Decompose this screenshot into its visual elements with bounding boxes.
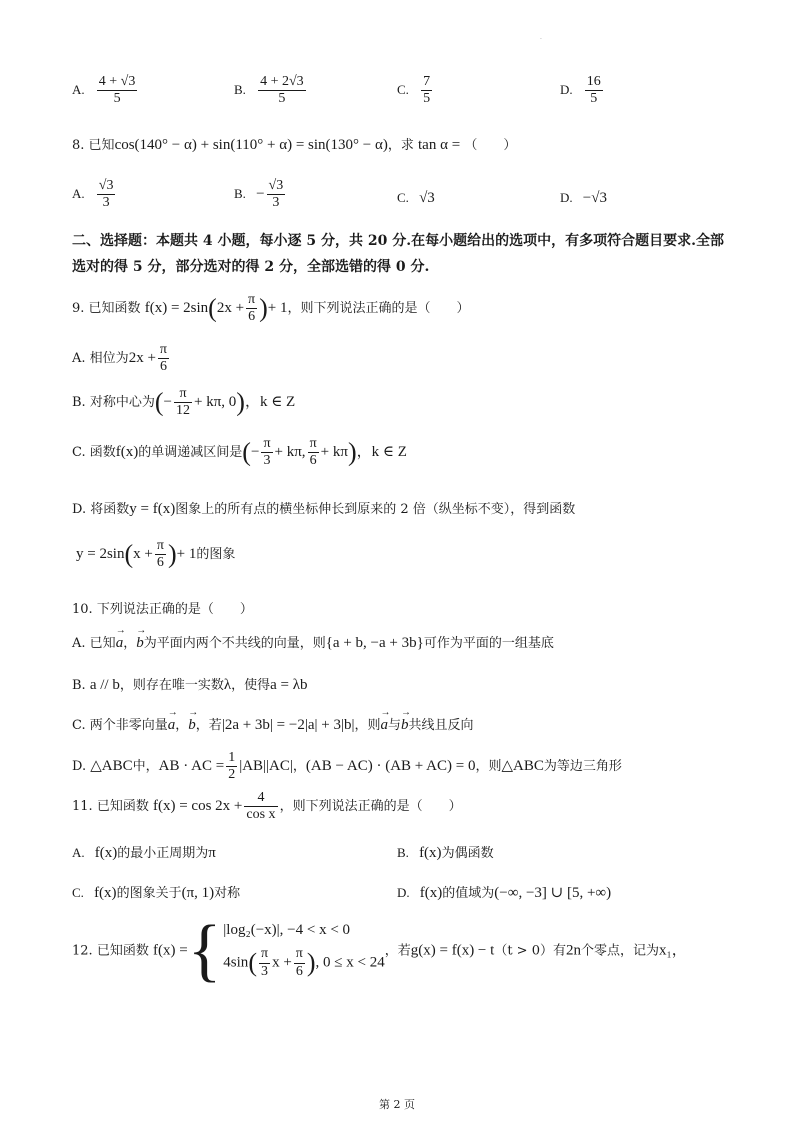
- q7-option-d: [560, 74, 605, 107]
- fraction: $\frac{1}{2}$: [228, 750, 236, 783]
- option-label: C.: [397, 82, 409, 98]
- fraction: $\frac{\pi}{6}$: [156, 538, 164, 571]
- q9-option-a: A. 相位为2x + $\frac{\pi}{6}$: [72, 342, 167, 375]
- section-heading: 二、选择题：本题共 4 小题，每小逐 5 分，共 20 分.在每小题给出的选项中，有多项符合题目要求.全部选对的得 5 分，部分选对的得 2 分，全部选错的得 0 分.: [72, 233, 724, 275]
- q8-option-b: B. − $\frac{√3}{3}$: [234, 178, 284, 211]
- brace: {: [187, 912, 222, 989]
- q11-option-d: D. f(x)的值域为(−∞, −3] ∪ [5, +∞): [397, 885, 612, 901]
- fraction: $\frac{\pi}{3}$: [263, 436, 271, 469]
- q7-option-b: [234, 74, 308, 107]
- q10-option-c: C. 两个非零向量→ a，→ b，若|2a + 3b| = −2|a| + 3|b|，则→ a与→ b共线且反向: [72, 714, 474, 734]
- fraction: $\frac{4}{\text{cos x}}$: [246, 790, 276, 823]
- equation: cos(140° − α) + sin(110° + α) = sin(130° − α): [114, 137, 388, 153]
- q12-stem: 12. 已知函数 f(x) ={ |log₂(−x)|, −4 < x < 0 4sin( $\frac{\pi}{3}$ x + $\frac{\pi}{6}$ ), 0 ≤ x < 24 ，若g(x) = f(x) − t（t > 0）有2n个零点，记为x₁，: [72, 912, 687, 989]
- q8-option-a: A. $\frac{√3}{3}$: [72, 178, 114, 211]
- fraction: $\frac{4 + 2√3}{5}$: [260, 74, 304, 107]
- q9-option-d: D. 将函数y = f(x)图象上的所有点的横坐标伸长到原来的 2 倍（纵坐标不变），得到函数: [72, 501, 576, 517]
- fraction: $\frac{\pi}{12}$: [175, 386, 190, 419]
- fraction: $\frac{\pi}{6}$: [248, 292, 256, 325]
- fraction: $\frac{4 + √3}{5}$: [98, 74, 136, 107]
- option-label: A.: [72, 82, 85, 98]
- q9-option-d-line2: y = 2sin(x + $\frac{\pi}{6}$ )+ 1的图象: [76, 538, 236, 571]
- piecewise-function: |log₂(−x)|, −4 < x < 0 4sin( $\frac{\pi}{3}$ x + $\frac{\pi}{6}$ ), 0 ≤ x < 24: [223, 922, 385, 979]
- q9-option-c: C. 函数f(x)的单调递减区间是(− $\frac{\pi}{3}$ + kπ, $\frac{\pi}{6}$ + kπ)，k ∈ Z: [72, 436, 407, 469]
- q7-option-c: [397, 74, 434, 107]
- fraction: $\frac{\pi}{6}$: [295, 946, 303, 979]
- q8-stem: 8. 已知cos(140° − α) + sin(110° + α) = sin(130° − α)，求 tan α = （ ）: [72, 137, 517, 153]
- q9-option-b: B. 对称中心为(− $\frac{\pi}{12}$ + kπ, 0)，k ∈ Z: [72, 386, 296, 419]
- q10-stem: 10. 下列说法正确的是（ ）: [72, 602, 253, 617]
- option-label: D.: [560, 82, 573, 98]
- fraction: $\frac{7}{5}$: [423, 74, 431, 107]
- q10-option-a: A. 已知→ a，→ b为平面内两个不共线的向量，则{a + b, −a + 3b}可作为平面的一组基底: [72, 632, 554, 652]
- q8-option-c: C. √3: [397, 190, 435, 206]
- corner-mark: .: [540, 34, 542, 41]
- q10-option-d: D. △ABC中，AB · AC = $\frac{1}{2}$ |AB||AC|，(AB − AC) · (AB + AC) = 0，则△ABC为等边三角形: [72, 750, 622, 783]
- q10-option-b: B. a // b，则存在唯一实数λ，使得a = λb: [72, 677, 308, 693]
- fraction: $\frac{\pi}{6}$: [309, 436, 317, 469]
- fraction: $\frac{16}{5}$: [586, 74, 601, 107]
- q9-stem: 9. 已知函数 f(x) = 2sin(2x + $\frac{\pi}{6}$ )+ 1，则下列说法正确的是（ ）: [72, 292, 470, 325]
- q11-option-a: A. f(x)的最小正周期为π: [72, 845, 216, 861]
- q8-option-d: D. −√3: [560, 190, 607, 206]
- fraction: $\frac{√3}{3}$: [268, 178, 284, 211]
- q11-option-b: B. f(x)为偶函数: [397, 845, 494, 861]
- fraction: $\frac{\pi}{6}$: [159, 342, 167, 375]
- question-number: 8.: [72, 138, 85, 153]
- option-label: B.: [234, 82, 246, 98]
- fraction: $\frac{√3}{3}$: [98, 178, 114, 211]
- q11-option-c: C. f(x)的图象关于(π, 1)对称: [72, 885, 241, 901]
- page-footer: 第 2 页: [379, 1098, 415, 1111]
- q7-option-a: [72, 74, 139, 107]
- q11-stem: 11. 已知函数 f(x) = cos 2x + $\frac{4}{\text{cos x}}$ ，则下列说法正确的是（ ）: [72, 790, 462, 823]
- fraction: $\frac{\pi}{3}$: [260, 946, 269, 979]
